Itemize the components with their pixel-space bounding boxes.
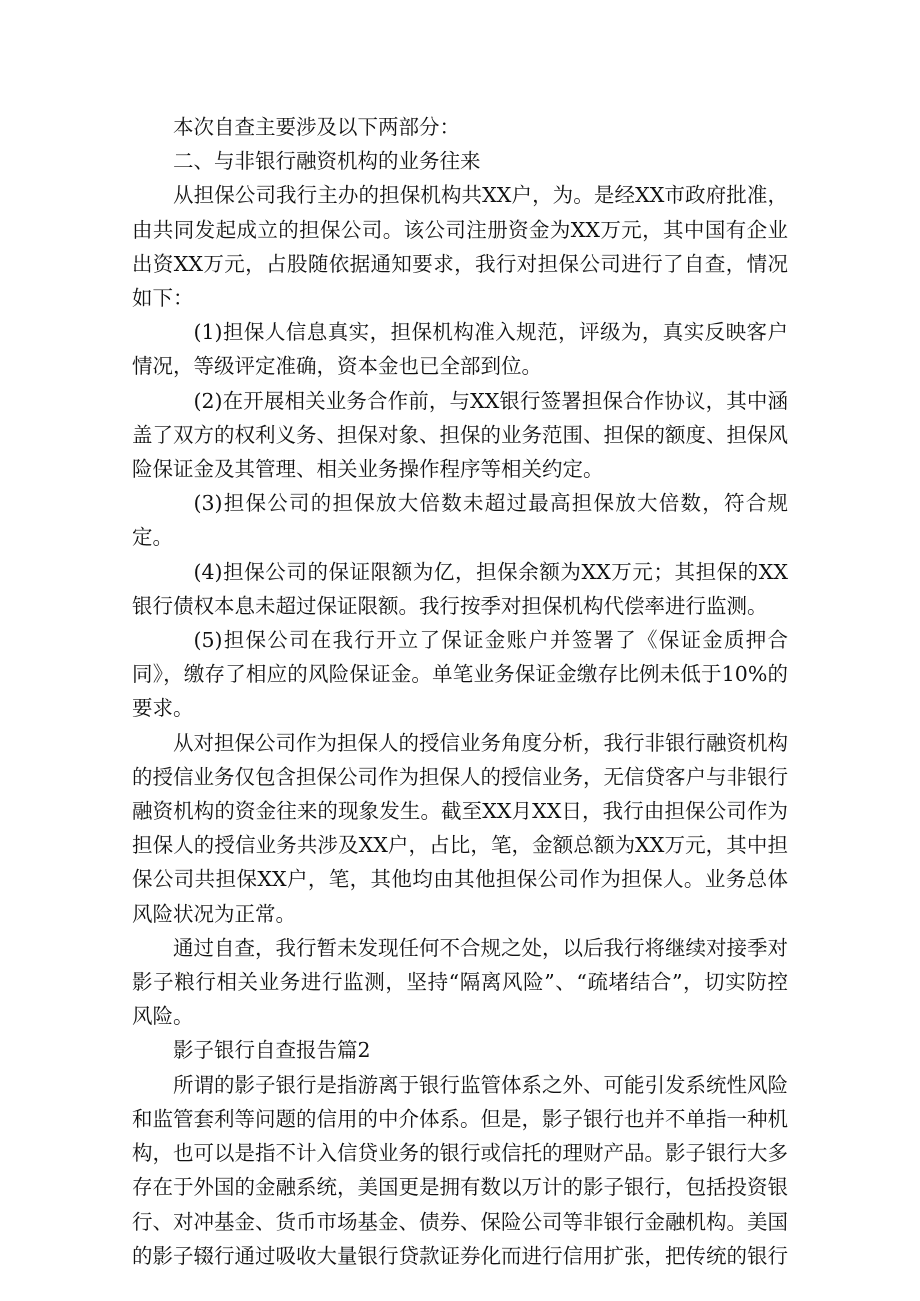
list-item-4: (4)担保公司的保证限额为亿，担保余额为XX万元；其担保的XX银行债权本息未超过保证限额。我行按季对担保机构代偿率进行监测。 — [132, 559, 788, 618]
list-item-3: (3)担保公司的担保放大倍数未超过最高担保放大倍数，符合规定。 — [132, 491, 788, 550]
paragraph-conclusion: 通过自查，我行暂未发现任何不合规之处，以后我行将继续对接季对影子粮行相关业务进行监测，坚持“隔离风险”、“疏堵结合”，切实防控风险。 — [132, 935, 788, 1029]
list-item-1: (1)担保人信息真实，担保机构准入规范，评级为，真实反映客户情况，等级评定准确，资本金也已全部到位。 — [132, 320, 788, 379]
section-heading-report-2: 影子银行自查报告篇2 — [173, 1038, 371, 1063]
paragraph-guarantee-overview: 从担保公司我行主办的担保机构共XX户，为。是经XX市政府批准，由共同发起成立的担保公司。该公司注册资金为XX万元，其中国有企业出资XX万元，占股随依据通知要求，我行对担保公司进行了自查，情况如下： — [132, 183, 788, 311]
paragraph-intro: 本次自查主要涉及以下两部分： — [173, 115, 460, 139]
paragraph-shadow-banking-definition: 所谓的影子银行是指游离于银行监管体系之外、可能引发系统性风险和监管套利等问题的信用的中介体系。但是，影子银行也并不单指一种机构，也可以是指不计入信贷业务的银行或信托的理财产品。影子银行大多存在于外国的金融系统，美国更是拥有数以万计的影子银行，包括投资银行、对冲基金、货币市场基金、债券、保险公司等非银行金融机构。美国的影子辍行通过吸收大量银行贷款证券化而进行信用扩张，把传统的银行 — [132, 1072, 788, 1268]
list-item-5: (5)担保公司在我行开立了保证金账户并签署了《保证金质押合同》，缴存了相应的风险保证金。单笔业务保证金缴存比例未低于10%的要求。 — [132, 628, 788, 721]
list-item-2: (2)在开展相关业务合作前，与XX银行签署担保合作协议，其中涵盖了双方的权利义务、担保对象、担保的业务范围、担保的额度、担保风险保证金及其管理、相关业务操作程序等相关约定。 — [132, 388, 788, 482]
paragraph-credit-analysis: 从对担保公司作为担保人的授信业务角度分析，我行非银行融资机构的授信业务仅包含担保公司作为担保人的授信业务，无信贷客户与非银行融资机构的资金往来的现象发生。截至XX月XX日，我行由担保公司作为担保人的授信业务共涉及XX户，占比，笔，金额总额为XX万元，其中担保公司共担保XX户，笔，其他均由其他担保公司作为担保人。业务总体风险状况为正常。 — [132, 730, 788, 926]
section-heading-non-bank: 二、与非银行融资机构的业务往来 — [173, 149, 481, 174]
